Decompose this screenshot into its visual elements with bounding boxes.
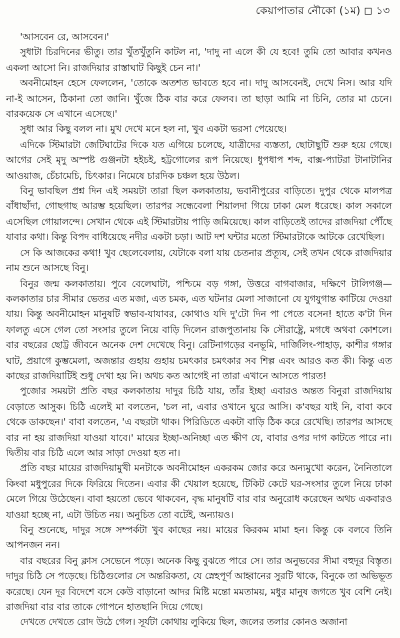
paragraph: 'আসবেন রে, আসবেন।' bbox=[20, 32, 110, 43]
paragraph: বিনু শুনেছে, দাদুর সঙ্গে সম্পর্কটা খুব কাছের নয়। মায়ের কিরকম মামা হন। কিন্তু কে বলবে তিনি আপনজন নন। bbox=[6, 525, 392, 552]
paragraph: বিনু ভাবছিল প্রশ্ন দিন এই সময়টা তারা ছিল কলকাতায়, ভবানীপুরের বাড়িতে। দুপুর থেকে মালপত্র বাঁধাছাঁদা, গোছগাছ আরম্ভ হয়েছিল। তারপর সন্ধেবেলা শিয়ালদা গিয়ে ঢাকা মেল ধরেছে। কাল সকালে এসেছিল গোয়ালন্দে। সেখান থেকে এই স্টিমারটায় পাড়ি জমিয়েছে। কাল বাড়িতেই তাদের রাজদিয়া পৌঁছে যাবার কথা। কিন্তু বিপদ বাধিয়েছে নদীর একটা চড়া। আট দশ ঘন্টার মতো স্টিমারটাকে আটকে রেখেছিল। bbox=[6, 186, 392, 244]
paragraph: পুজোর সময়টা প্রতি বছর কলকাতায় দাদুর চিঠি যায়, তাঁর ইচ্ছা এবারও অন্তত বিনুরা রাজদিয়ায় বেড়াতে আসুক। চিঠি এলেই মা বলতেন, 'চল না, এবার ওখানে ঘুরে আসি। ক'বছর যাই নি, বাবা কবে থেকে ডাকছেন।' বাবা বলতেন, 'এ বছরটা থাক। পিরিডিতে একটা বাড়ি ঠিক করে রেখেছি। তারপর আসছে বার না হয় রাজদিয়া যাওয়া যাবে।' মায়ের ইচ্ছা-অনিচ্ছা এত ক্ষীণ যে, বাবার ওপর দাগ কাটতে পারে না। দ্বিতীয় বার চিঠি এলে আর সাড়া দেওয়া হত না। bbox=[6, 386, 392, 459]
paragraph: দেখতে দেখতে রোদ উঠে গেল। সূর্যটা কোথায় লুকিয়ে ছিল, জলের তলার কোনও অজানা bbox=[20, 617, 348, 629]
paragraph: সে কি আজকের কথা! খুব ছেলেবেলায়, যেটাকে বলা যায় চেতনার প্রত্যূষ, সেই তখন থেকে রাজদিয়ার নাম শুনে আসছে বিনু। bbox=[6, 247, 392, 275]
paragraph: সুধা আর কিছু বলল না। মুখ দেখে মনে হল না, খুব একটা ভরসা পেয়েছে। bbox=[20, 124, 287, 136]
paragraph: অবনীমোহন হেসে ফেললেন, 'তোকে অতশত ভাবতে হবে না। দাদু আসবেনই, দেখে নিস। আর যদি না-ই আসেন, ঠিকানা তো জানি। খুঁজে ঠিক বার করে ফেলব। তা ছাড়া আমি না চিনি, তোর মা চেনে। বারকয়েক সে এখানে এসেছে।' bbox=[6, 78, 392, 121]
paragraph: সুধাটা চিরদিনের ভীতু। তার খুঁতখুঁতুনি কাটল না, 'দাদু না এলে কী যে হবে! তুমি তো আবার কখনও একলা আসো নি। রাজদিয়ার রাস্তাঘাট কিছুই চেন না।' bbox=[6, 47, 392, 74]
paragraph: বিনুর জন্ম কলকাতায়। পুবে বেলেঘাটা, পশ্চিমে বড় গঙ্গা, উত্তরে বাগবাজার, দক্ষিণে টালিগঞ্জ— কলকাতার চার সীমার ভেতর এত মজা, এত চমক, এত ঘটনার মেলা সাজানো যে যুগযুগান্ত কাটিয়ে দেওয়া যায়। কিন্তু অবনীমোহন মানুষটি স্বভাব-যাযাবর, কোথাও যদি দু'টো দিন পা পেতে বসেন! হাতে ক'টা দিন ফালতু এসে গেল তো সংসার তুলে নিয়ে বাড়ি দিলেন রাজপুতানায় কি সৌরাষ্ট্রে, মগধে অথবা কোশলে। বার বছরের ছোট্ট জীবনে অনেক দেশ দেখেছে বিনু। রেটিনাগড়ের বনভূমি, দার্জিলিং-পাহাড়, কাশীর গঙ্গার ঘাট, প্রয়াগে কুম্ভমেলা, অজন্তার গুহায় গুহায় চমৎকার চমৎকার সব শিল্প এবং আরও কত কী। কিন্তু এত কাছের রাজদিয়াটিই শুধু দেখা হয় নি। অথচ কত আগেই না তারা এখানে আসতে পারত! bbox=[6, 278, 392, 382]
paragraph: প্রতি বছর মায়ের রাজদিয়ামুখী মনটাকে অবনীমোহন একরকম জোর করে অন্যমুখো করেন, নৈনিতালে কিংবা মধুপুরের দিকে ফিরিয়ে দিতেন। এবার কী খেয়াল হয়েছে, টিকিট কেটে ঘর-সংসার তুলে নিয়ে ঢাকা মেলে গিয়ে উঠেছেন। বাবা হয়তো ভেবে থাকবেন, বৃদ্ধ মানুষটি বার বার অনুরোধ করেছেন অথচ একবারও যাওয়া হচ্ছে না, এটা উচিত নয়। অনুচিত তো বটেই, অন্যায়ও। bbox=[6, 463, 392, 521]
page-body bbox=[6, 30, 392, 631]
running-header: কেয়াপাতার নৌকো (১ম) ◻ ১৩ bbox=[255, 5, 390, 17]
paragraph: এদিকে স্টিমারটা জেটিঘাটের দিকে যত এগিয়ে চলেছে, যাত্রীদের ব্যস্ততা, ছোটাছুটি শুরু হয়ে গেছে। আগের সেই মৃদু অস্পষ্ট গুঞ্জনটা হইচই, হট্টগোলের রূপ নিয়েছে। ধুপধাপ শব্দ, বাক্স-প্যাটরা টানাটানির আওয়াজ, চেঁচামেচি, চিৎকার। নিমেষে চারদিক চঞ্চল হয়ে উঠল। bbox=[6, 139, 392, 182]
paragraph: বার বছরের বিনু ক্লাস সেভেনে পড়ে। অনেক কিছু বুঝতে পারে সে। তার অনুভবের সীমা বহুদূর বিস্তৃত। দাদুর চিঠি সে পড়েছে। চিঠিগুলোর সে অন্তরিকতা, যে স্নেহপূর্ণ আহ্বানের সুরটি থাকে, বিনুকে তা অভিভূত করেছে। যেন দূর বিদেশে বসে কেউ বাড়ানো আদর মিষ্টি মন্তো মমতাময়, মধুর মানুষ জগতে খুব বেশি নেই। রাজদিয়া বার বার তাকে গোপনে হাতছানি দিয়ে গেছে। bbox=[6, 555, 392, 614]
